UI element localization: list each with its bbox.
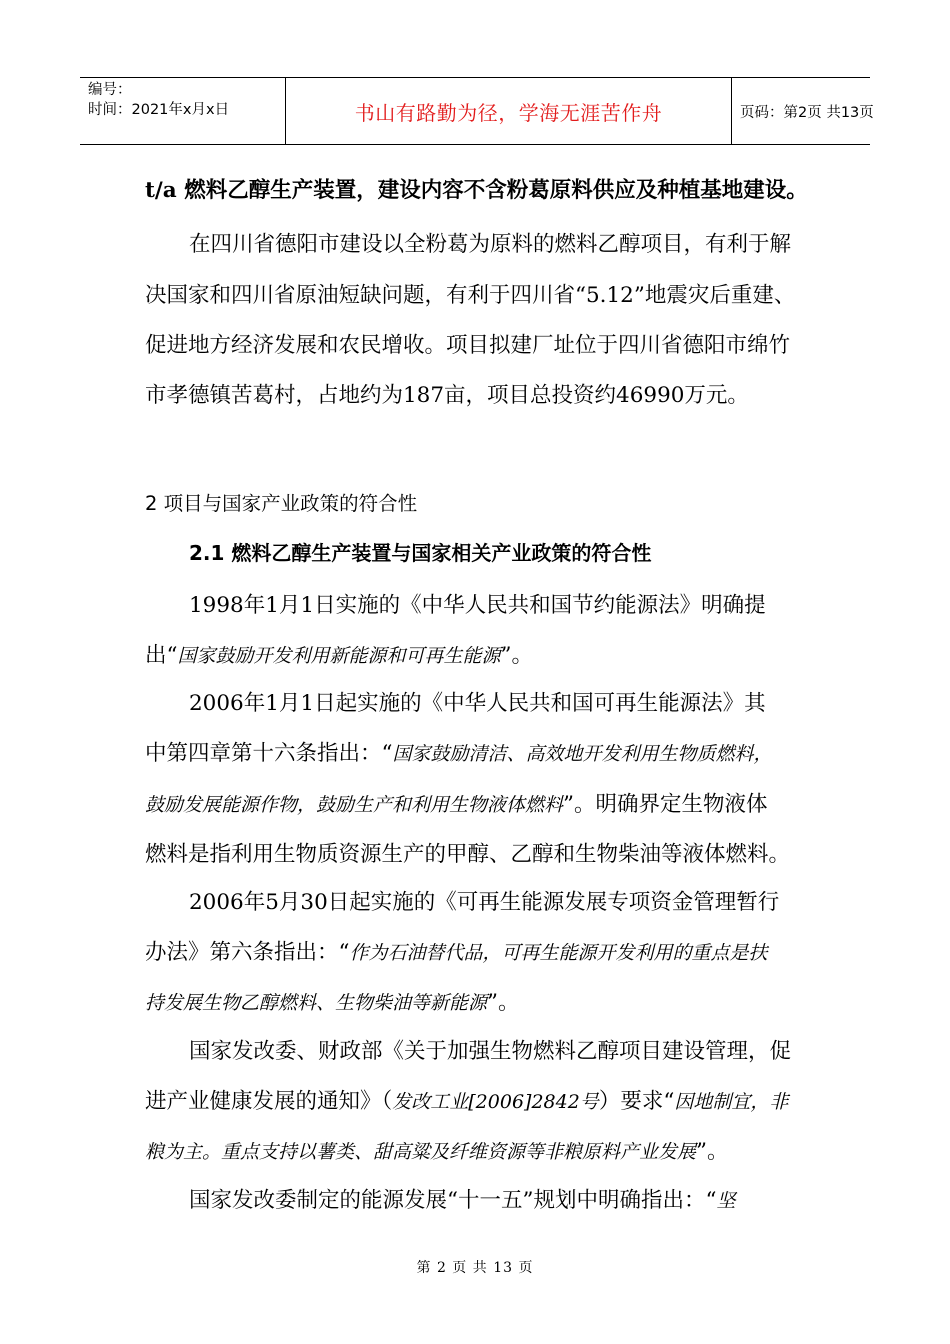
text-run: 出“ <box>145 643 178 668</box>
paragraph-line: 1998年1月1日实施的《中华人民共和国节约能源法》明确提 <box>189 593 766 618</box>
document-header <box>80 77 874 145</box>
text-run: 进产业健康发展的通知》（ <box>145 1089 393 1114</box>
paragraph-line <box>145 988 520 1018</box>
text-run: 办法》第六条指出：“ <box>145 940 350 965</box>
paragraph-line: 2006年1月1日起实施的《中华人民共和国可再生能源法》其 <box>189 691 766 716</box>
quoted-text: 国家鼓励清洁、高效地开发利用生物质燃料， <box>392 743 773 765</box>
paragraph-line <box>145 739 773 769</box>
paragraph-line: 市孝德镇苦葛村，占地约为187亩，项目总投资约46990万元。 <box>145 383 749 408</box>
paragraph-line: 2006年5月30日起实施的《可再生能源发展专项资金管理暂行 <box>189 890 780 915</box>
text-run: ”。明确界定生物液体 <box>563 792 768 817</box>
header-meta <box>80 78 285 144</box>
paragraph-line: 在四川省德阳市建设以全粉葛为原料的燃料乙醇项目，有利于解 <box>189 232 792 257</box>
paragraph-line <box>189 1186 736 1216</box>
document-reference: 发改工业[2006]2842号 <box>392 1091 599 1113</box>
header-page-info: 页码：第2页 共13页 <box>740 104 874 121</box>
paragraph-line <box>145 938 768 968</box>
paragraph-line <box>145 790 768 820</box>
quoted-text: 国家鼓励开发利用新能源和可再生能源 <box>177 645 501 667</box>
paragraph-line: 决国家和四川省原油短缺问题，有利于四川省“5.12”地震灾后重建、 <box>145 283 796 308</box>
quoted-text: 坚 <box>716 1190 736 1212</box>
text-run: 中第四章第十六条指出：“ <box>145 741 393 766</box>
text-run: 国家发改委制定的能源发展“十一五”规划中明确指出：“ <box>189 1188 717 1213</box>
paragraph-line: t/a 燃料乙醇生产装置，建设内容不含粉葛原料供应及种植基地建设。 <box>145 178 808 203</box>
quoted-text: 因地制宜，非 <box>674 1091 789 1113</box>
paragraph-line: 国家发改委、财政部《关于加强生物燃料乙醇项目建设管理，促 <box>189 1039 792 1064</box>
paragraph-line <box>145 1137 729 1167</box>
paragraph-line <box>145 641 533 671</box>
quoted-text: 鼓励发展能源作物，鼓励生产和利用生物液体燃料 <box>145 794 564 816</box>
paragraph-line: 燃料是指利用生物质资源生产的甲醇、乙醇和生物柴油等液体燃料。 <box>145 842 791 867</box>
text-run: ”。 <box>500 643 534 668</box>
quoted-text: 作为石油替代品，可再生能源开发利用的重点是扶 <box>349 942 768 964</box>
paragraph-line <box>145 1087 788 1117</box>
text-run: ）要求“ <box>598 1089 675 1114</box>
quoted-text: 持发展生物乙醇燃料、生物柴油等新能源 <box>145 992 488 1014</box>
text-run: ”。 <box>696 1139 729 1164</box>
text-run: ”。 <box>487 990 520 1015</box>
section-heading: 2 项目与国家产业政策的符合性 <box>145 492 418 515</box>
paragraph-line: 促进地方经济发展和农民增收。项目拟建厂址位于四川省德阳市绵竹 <box>145 333 791 358</box>
document-time-label: 时间：2021年x月x日 <box>88 102 230 118</box>
quoted-text: 粮为主。重点支持以薯类、甜高粱及纤维资源等非粮原料产业发展 <box>145 1141 697 1163</box>
document-number-label: 编号： <box>88 82 132 98</box>
page-footer: 第 2 页 共 13 页 <box>416 1260 534 1276</box>
header-motto: 书山有路勤为径，学海无涯苦作舟 <box>285 78 732 144</box>
subsection-heading: 2.1 燃料乙醇生产装置与国家相关产业政策的符合性 <box>189 541 652 565</box>
